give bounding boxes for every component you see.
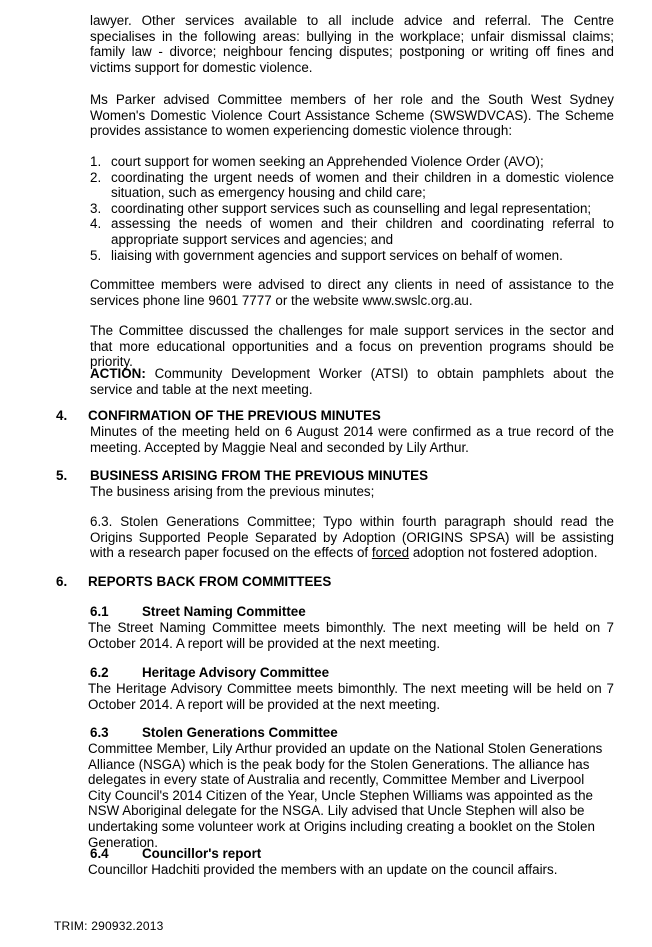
intro-paragraph-4: The Committee discussed the challenges for male support services in the sector and that more educational opportunities and a focus on prevention programs should be priority. xyxy=(90,323,614,370)
list-item xyxy=(90,154,614,170)
trim-reference: TRIM: 290932.2013 xyxy=(54,919,164,933)
intro-paragraph-1: lawyer. Other services available to all include advice and referral. The Centre specialises in the following areas: bullying in the workplace; unfair dismissal claims; family law - divorce; neighbour fencing disputes; postponing or writing off fines and victims support for domestic violence. xyxy=(90,13,614,75)
intro-paragraph-3: Committee members were advised to direct any clients in need of assistance to the services phone line 9601 7777 or the website www.swslc.org.au. xyxy=(90,277,614,308)
section-5-heading: BUSINESS ARISING FROM THE PREVIOUS MINUTES xyxy=(90,468,429,483)
section-5-item-text-end: adoption not fostered adoption. xyxy=(409,545,598,561)
assistance-list xyxy=(90,154,614,263)
list-number: 5. xyxy=(90,247,102,263)
list-item xyxy=(90,248,614,264)
section-5-body: The business arising from the previous minutes; xyxy=(90,484,375,499)
action-text: Community Development Worker (ATSI) to obtain pamphlets about the service and table at the next meeting. xyxy=(90,366,614,397)
intro-paragraph-2: Ms Parker advised Committee members of her role and the South West Sydney Women's Domestic Violence Court Assistance Scheme (SWSWDVCAS). The Scheme provides assistance to women experiencing domestic violence through: xyxy=(90,92,614,139)
subsection-6-3-body: Committee Member, Lily Arthur provided an update on the National Stolen Generations Alliance (NSGA) which is the peak body for the Stolen Generations. The alliance has delegates in every state of Australia and recently, Committee Member and Liverpool City Council's 2014 Citizen of the Year, Uncle Stephen Williams was appointed as the NSW Aboriginal delegate for the NSGA. Lily advised that Uncle Stephen will also be undertaking some volunteer work at Origins including creating a booklet on the Stolen Generation. xyxy=(88,741,603,850)
list-number: 2. xyxy=(90,169,102,185)
subsection-6-1-body: The Street Naming Committee meets bimonthly. The next meeting will be held on 7 October 2014. A report will be provided at the next meeting. xyxy=(88,620,614,651)
list-item-text: liaising with government agencies and support services on behalf of women. xyxy=(111,247,563,263)
section-5-item-text: 6.3. Stolen Generations Committee; Typo within fourth paragraph should read the Origins Supported People Separated by Adoption (ORIGINS SPSA) will be assisting with a research paper focused on the effects of xyxy=(90,514,614,561)
subsection-6-2-heading xyxy=(90,665,329,681)
subsection-title: Stolen Generations Committee xyxy=(142,725,338,740)
section-4-heading: CONFIRMATION OF THE PREVIOUS MINUTES xyxy=(88,408,381,423)
list-number: 4. xyxy=(90,216,102,232)
section-6-heading: REPORTS BACK FROM COMMITTEES xyxy=(88,574,332,589)
list-item-text: coordinating the urgent needs of women and their children in a domestic violence situation, such as emergency housing and child care; xyxy=(111,169,614,201)
subsection-number: 6.4 xyxy=(90,846,109,861)
action-label: ACTION: xyxy=(90,366,146,381)
section-5-number: 5. xyxy=(56,468,68,483)
list-item-text: court support for women seeking an Apprehended Violence Order (AVO); xyxy=(111,154,544,169)
subsection-6-1-heading xyxy=(90,604,306,620)
subsection-number: 6.2 xyxy=(90,665,109,680)
list-number: 3. xyxy=(90,200,102,216)
section-5-item xyxy=(90,514,614,561)
section-5-item-underlined: forced xyxy=(371,545,410,561)
subsection-title: Councillor's report xyxy=(142,846,262,861)
list-number: 1. xyxy=(90,154,102,169)
action-paragraph xyxy=(90,366,614,397)
subsection-6-2-body: The Heritage Advisory Committee meets bimonthly. The next meeting will be held on 7 October 2014. A report will be provided at the next meeting. xyxy=(88,681,614,712)
section-4-body: Minutes of the meeting held on 6 August 2014 were confirmed as a true record of the meeting. Accepted by Maggie Neal and seconded by Lily Arthur. xyxy=(90,424,614,455)
list-item xyxy=(90,201,614,217)
section-6-number: 6. xyxy=(56,574,68,589)
list-item xyxy=(90,216,614,247)
subsection-6-4-heading xyxy=(90,846,261,862)
section-4-number: 4. xyxy=(56,408,68,423)
list-item xyxy=(90,170,614,201)
list-item-text: assessing the needs of women and their children and coordinating referral to appropriate support services and agencies; and xyxy=(111,216,614,247)
subsection-number: 6.3 xyxy=(90,725,109,740)
subsection-title: Street Naming Committee xyxy=(142,604,306,619)
list-item-text: coordinating other support services such as counselling and legal representation; xyxy=(111,200,592,216)
subsection-number: 6.1 xyxy=(90,604,109,619)
subsection-title: Heritage Advisory Committee xyxy=(142,665,330,680)
subsection-6-4-body: Councillor Hadchiti provided the members with an update on the council affairs. xyxy=(88,862,558,877)
subsection-6-3-heading xyxy=(90,725,338,741)
